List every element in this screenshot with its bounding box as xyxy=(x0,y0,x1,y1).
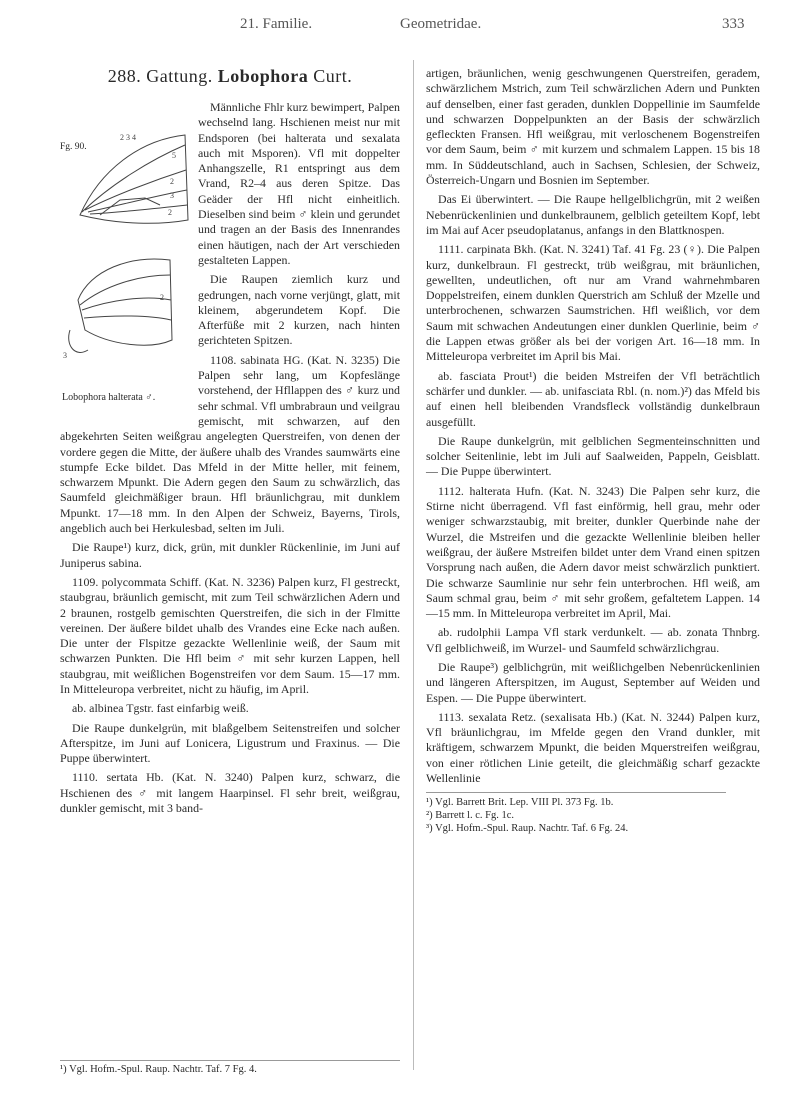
header-family: 21. Familie. xyxy=(240,16,313,32)
genus-larva-description: Die Raupen ziemlich kurz und gedrungen, nach vorne verjüngt, glatt, mit kleinem, abgerundetem Kopf. Die Afterfüße mit 2 kurzen, nach hinten gerichteten Spitzen. xyxy=(198,272,400,348)
larva-1111: Die Raupe dunkelgrün, mit gelblichen Segmenteinschnitten und solcher Seitenlinie, lebt im Juli auf Saalweiden, Pappeln, Geisblatt. — Die Puppe überwintert. xyxy=(426,433,760,479)
figure-label: Fg. 90. xyxy=(60,142,87,152)
larva-1112: Die Raupe³) gelblichgrün, mit weißlichgelben Nebenrückenlinien und längeren Afterspitzen, im August, September auf Weiden und Espen. — Die Puppe überwintert. xyxy=(426,659,760,705)
left-column xyxy=(60,100,400,820)
left-footnote: ¹) Vgl. Hofm.-Spul. Raup. Nachtr. Taf. 7 Fg. 4. xyxy=(60,1060,400,1075)
species-1108: 1108. sabinata HG. (Kat. N. 3235) Die Palpen sehr lang, um Kopfeslänge vorstehend, der Hfllappen des ♂ kurz und sehr schmal. Vfl umbrabraun und veilgrau gemischt, mit schwarzen, auf den abgekehrten Seiten weißgrau angelegten Querstreifen, von denen der vordere gegen die Mitte, der äußere uhalb des Vrandes saumwärts eine stumpfe Ecke bildet. Das Mfeld in der Mitte heller, mit feinem, schwarzem Mpunkt. Die Adern gegen den Saum zu schwärzlich, das Saumfeld gleichmäßiger braun. Hfl bräunlichgrau, mit dunklem Mpunkt. 17—18 mm. In den Alpen der Schweiz, Bayerns, Tirols, angeblich auch bei Herkulesbad, selten im Juli. xyxy=(60,352,400,536)
column-divider xyxy=(413,60,414,1070)
genus-heading xyxy=(60,66,400,87)
species-1112: 1112. halterata Hufn. (Kat. N. 3243) Die Palpen sehr kurz, die Stirne nicht überragend. Vfl fast einförmig, hell grau, mehr oder weniger schwarzstaubig, mit breiter, dunkler Querbinde nahe der Wurzel, die Mstreifen und die gezackte Wellenlinie bleiben heller weißgrau, der äußere Mstreifen bildet unter dem Vrand einen spitzen Vorsprung nach außen, die Adern davor meist schwärzlich punktiert. Die schwarze Saumlinie nur sehr fein unterbrochen. Hfl weiß, am Saum schmal grau, beim ♂ mit sehr großem, gefaltetem Lappen. 14—15 mm. In Mitteleuropa verbreitet im April, Mai. xyxy=(426,483,760,621)
genus-number: 288. Gattung. xyxy=(107,66,213,86)
figure-caption: Lobophora halterata ♂. xyxy=(62,392,156,403)
svg-text:2: 2 xyxy=(170,177,174,186)
svg-text:2: 2 xyxy=(160,293,164,302)
species-1110-continued: artigen, bräunlichen, wenig geschwungenen Querstreifen, geradem, schwärzlichem Mstrich, zum Teil schwärzlichen Adern und Punkten auf denselben, einer fast geraden, dunklen Doppellinie im Saumfelde und schwarzen Doppelpunkten an der Basis der schwärzlich gefleckten Fransen. Hfl weißgrau, mit verloschenem Bogenstreifen vor dem Saum, beim ♂ mit kurzem und schmalem Lappen. 15 bis 18 mm. In Süddeutschland, auch in Sachsen, Schlesien, der Schweiz, Österreich-Ungarn und Bosnien im September. xyxy=(426,66,760,188)
species-1110: 1110. sertata Hb. (Kat. N. 3240) Palpen kurz, schwarz, die Hschienen des ♂ mit langem Haarpinsel. Fl sehr breit, weißgrau, dunkler gemischt, mit 3 band- xyxy=(60,770,400,816)
header-section: Geometridae. xyxy=(400,16,482,32)
larva-1108: Die Raupe¹) kurz, dick, grün, mit dunkler Rückenlinie, im Juni auf Juniperus sabina. xyxy=(60,540,400,570)
moth-figure xyxy=(60,100,192,418)
right-column xyxy=(426,66,760,835)
footnote-2: ²) Barrett l. c. Fg. 1c. xyxy=(426,810,514,822)
aberration-1112: ab. rudolphii Lampa Vfl stark verdunkelt. — ab. zonata Thnbrg. Vfl gelblichweiß, im Wurzel- und Saumfeld schwärzlichgrau. xyxy=(426,625,760,655)
genus-description: Männliche Fhlr kurz bewimpert, Palpen wechselnd lang. Hschienen meist nur mit Endsporen (bei halterata und sexalata auch mit Msporen). Vfl mit doppelter Anhangszelle, R1 entspringt aus dem Vrand, R2–4 aus deren Spitze. Das Geäder der Hfl nicht einheitlich. Dieselben sind beim ♂ klein und gerundet und tragen an der Basis des Innenrandes einen häutigen, nach der Art verschieden gestalteten Lappen. xyxy=(198,100,400,267)
aberration-1111: ab. fasciata Prout¹) die beiden Mstreifen der Vfl beträchtlich schärfer und dunkler. — ab. unifasciata Rbl. (n. nom.)²) das Mfeld bis auf einen hell bleibenden Vrandsfleck vollständig dunkelbraun ausgefüllt. xyxy=(426,368,760,429)
genus-name: Lobophora xyxy=(217,66,309,86)
egg-larva-1110: Das Ei überwintert. — Die Raupe hellgelblichgrün, mit 2 weißen Nebenrückenlinien und dunkelbraunem, gelblich geteiltem Kopf, lebt im Mai auf Acer pseudoplatanus, anfangs in den Blattknospen. xyxy=(426,192,760,237)
right-footnotes xyxy=(426,792,726,835)
species-1111: 1111. carpinata Bkh. (Kat. N. 3241) Taf. 41 Fg. 23 (♀). Die Palpen kurz, dunkelbraun. Fl gestreckt, trüb weißgrau, mit bräunlichen, gewellten, undeutlichen, oft nur am Vrand wahrnehmbaren Doppelstreifen, einem dunklen Querstrich am Schluß der Mzelle und unterbrochenen, schwarzen Saumstrichen. Hfl weißlich, vor dem Saum mit schwachen Andeutungen einer dunklen Querlinie, beim ♂ die Lappen etwas größer als bei der vorigen Art. 16—18 mm. In Mitteleuropa verbreitet im April bis Mai. xyxy=(426,242,760,364)
running-header xyxy=(0,12,800,36)
svg-text:2: 2 xyxy=(168,208,172,217)
svg-text:5: 5 xyxy=(172,151,176,160)
svg-text:3: 3 xyxy=(170,191,174,200)
aberration-1109: ab. albinea Tgstr. fast einfarbig weiß. xyxy=(72,701,249,716)
footnote-1: ¹) Vgl. Barrett Brit. Lep. VIII Pl. 373 Fg. 1b. xyxy=(426,797,614,809)
species-1109: 1109. polycommata Schiff. (Kat. N. 3236) Palpen kurz, Fl gestreckt, staubgrau, bräunlich gemischt, mit zum Teil schwärzlichen Adern und 2 braunen, rostgelb gemischten Querstreifen, die sich in der Flmitte vereinen. Der äußere bildet uhalb des Vrandes eine Ecke nach außen. Die unter der Flspitze gezackte Wellenlinie weiß, der Saum mit schwarzen Punkten. Die Hfl beim ♂ mit sehr kurzen Lappen, hell staubgrau, mit weißlichen Bogenstreifen vor dem Saum. 15—17 mm. In Mitteleuropa verbreitet, nicht zu häufig, im April. xyxy=(60,574,400,696)
wing-venation-drawing xyxy=(60,100,192,390)
svg-text:2 3 4: 2 3 4 xyxy=(120,133,136,142)
species-1113: 1113. sexalata Retz. (sexalisata Hb.) (Kat. N. 3244) Palpen kurz, Vfl bräunlichgrau, im Mfelde gegen den Vrand dunkler, mit kräftigem, schwarzem Mpunkt, die beiden Mquerstreifen weißgrau, von einer rötlichen Linie geteilt, die gleichmäßig scharf gezackte Wellenlinie xyxy=(426,709,760,786)
svg-text:3: 3 xyxy=(63,351,67,360)
larva-1109: Die Raupe dunkelgrün, mit blaßgelbem Seitenstreifen und solcher Afterspitze, im Juni auf Lonicera, Ligustrum und Fraxinus. — Die Puppe überwintert. xyxy=(60,720,400,766)
footnote-3: ³) Vgl. Hofm.-Spul. Raup. Nachtr. Taf. 6 Fg. 24. xyxy=(426,823,629,835)
page-number: 333 xyxy=(722,16,745,32)
genus-author: Curt. xyxy=(313,66,353,86)
